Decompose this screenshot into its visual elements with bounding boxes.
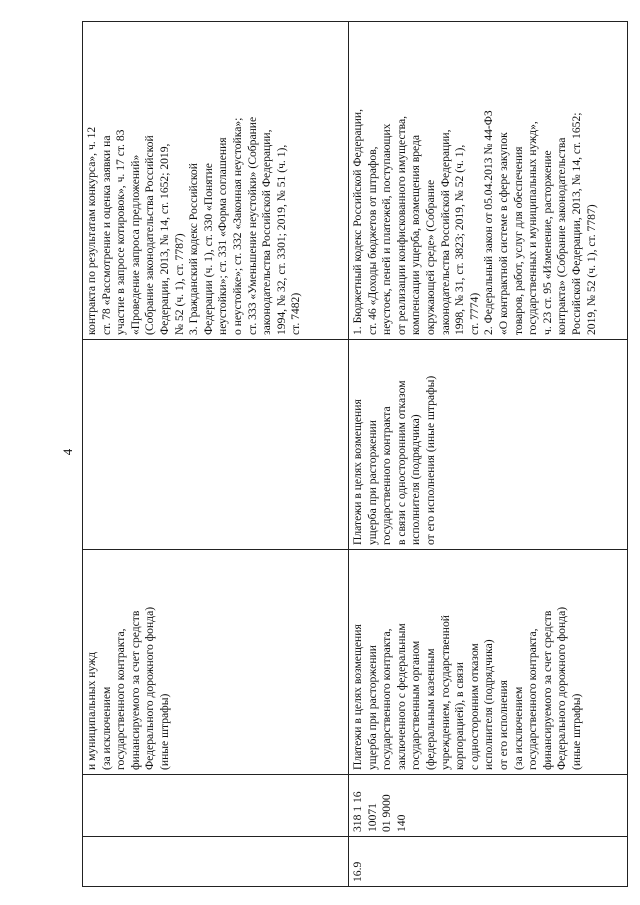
table-row [83, 22, 349, 887]
income-name-cell: Платежи в целях возмещения ущерба при расторжении государственного контракта, заключенного с федеральным государственным органом (федеральным казенным учреждением, государственной корпорацией), в связи с односторонним отказом исполнителя (подрядчика) от его исполнения (за исключением государственного контракта, финансируемого за счет средств Федерального дорожного фонда) (иные штрафы) [349, 550, 628, 775]
table-region [82, 22, 627, 887]
code-cell: 318 1 16 10071 01 9000 140 [349, 775, 628, 837]
legal-basis-cell: контракта по результатам конкурса», ч. 12 ст. 78 «Рассмотрение и оценка заявки на участие в запросе котировок», ч. 17 ст. 83 «Проведение запроса предложений» (Собрание законодательства Российской Федерации, 2013, № 14, ст. 1652; 2019, № 52 (ч. 1), ст. 7787) 3. Гражданский кодекс Российской Федерации (ч. 1), ст. 330 «Понятие неустойки»; ст. 331 «Форма соглашения о неустойке»; ст. 332 «Законная неустойка»; ст. 333 «Уменьшение неустойки» (Собрание законодательства Российской Федерации, 1994, № 32, ст. 3301; 2019, № 51 (ч. 1), ст. 7482) [83, 22, 349, 340]
table-row [349, 22, 628, 887]
row-number-cell: 16.9 [349, 837, 628, 887]
group-name-cell [83, 340, 349, 550]
row-number-cell [83, 837, 349, 887]
page-number: 4 [60, 448, 75, 456]
legal-basis-cell: 1. Бюджетный кодекс Российской Федерации, ст. 46 «Доходы бюджетов от штрафов, неустоек, пеней и платежей, поступающих от реализации конфискованного имущества, компенсации ущерба, возмещения вреда окружающей среде» (Собрание законодательства Российской Федерации, 1998, № 31, ст. 3823; 2019, № 52 (ч. 1), ст. 7774) 2. Федеральный закон от 05.04.2013 № 44-ФЗ «О контрактной системе в сфере закупок товаров, работ, услуг для обеспечения государственных и муниципальных нужд», ч. 23 ст. 95 «Изменение, расторжение контракта» (Собрание законодательства Российской Федерации, 2013, № 14, ст. 1652; 2019, № 52 (ч. 1), ст. 7787) [349, 22, 628, 340]
codes-table [82, 21, 628, 887]
group-name-cell: Платежи в целях возмещения ущерба при расторжении государственного контракта в связи с односторонним отказом исполнителя (подрядчика) от его исполнения (иные штрафы) [349, 340, 628, 550]
income-name-cell: и муниципальных нужд (за исключением государственного контракта, финансируемого за счет средств Федерального дорожного фонда) (иные штрафы) [83, 550, 349, 775]
code-cell [83, 775, 349, 837]
rotated-sheet [82, 22, 627, 887]
